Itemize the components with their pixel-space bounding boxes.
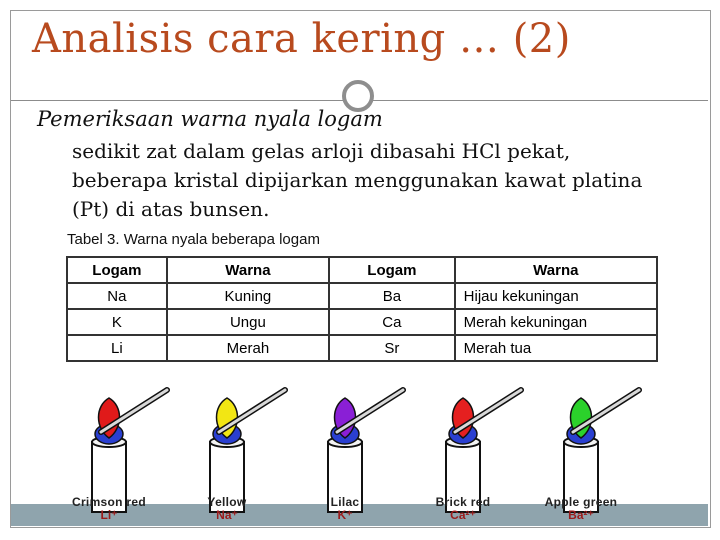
table-header: Warna bbox=[167, 257, 329, 283]
flame-burner bbox=[545, 390, 639, 522]
ion-label: Na⁺ bbox=[216, 508, 238, 522]
table-cell: Kuning bbox=[167, 283, 329, 309]
table-cell: Ba bbox=[329, 283, 455, 309]
table-row bbox=[67, 283, 657, 309]
table-cell: Merah kekuningan bbox=[455, 309, 657, 335]
section-heading: Pemeriksaan warna nyala logam bbox=[37, 107, 383, 131]
table-row bbox=[67, 309, 657, 335]
body-text bbox=[72, 137, 682, 224]
flame-burner bbox=[72, 390, 167, 522]
table-header: Logam bbox=[67, 257, 167, 283]
body-line: sedikit zat dalam gelas arloji dibasahi HCl pekat, bbox=[72, 139, 571, 163]
body-line: (Pt) di atas bunsen. bbox=[72, 197, 270, 221]
flame-color-label: Yellow bbox=[207, 495, 247, 509]
table-cell: Sr bbox=[329, 335, 455, 361]
table-cell: Hijau kekuningan bbox=[455, 283, 657, 309]
flame-burner bbox=[328, 390, 403, 522]
body-line: beberapa kristal dipijarkan menggunakan kawat platina bbox=[72, 168, 643, 192]
table-cell: Na bbox=[67, 283, 167, 309]
table-row bbox=[67, 335, 657, 361]
table-cell: Ca bbox=[329, 309, 455, 335]
flame-color-label: Apple green bbox=[544, 495, 618, 509]
table-cell: Merah bbox=[167, 335, 329, 361]
flame-test-illustration bbox=[53, 380, 661, 522]
table-header: Logam bbox=[329, 257, 455, 283]
table-cell: Merah tua bbox=[455, 335, 657, 361]
flame-color-table bbox=[66, 256, 658, 362]
flame-color-label: Crimson red bbox=[72, 495, 146, 509]
table-header: Warna bbox=[455, 257, 657, 283]
ion-label: Ca²⁺ bbox=[450, 508, 476, 522]
ion-label: K⁺ bbox=[337, 508, 353, 522]
flame-color-label: Brick red bbox=[435, 495, 491, 509]
table-cell: Li bbox=[67, 335, 167, 361]
flame-burner bbox=[207, 390, 285, 522]
table-caption: Tabel 3. Warna nyala beberapa logam bbox=[67, 231, 320, 248]
slide-title: Analisis cara kering … (2) bbox=[32, 16, 571, 62]
ion-label: Ba²⁺ bbox=[568, 508, 594, 522]
ion-label: Li⁺ bbox=[100, 508, 118, 522]
table-header-row bbox=[67, 257, 657, 283]
table-cell: K bbox=[67, 309, 167, 335]
flame-color-label: Lilac bbox=[330, 495, 360, 509]
flame-burner bbox=[436, 390, 521, 522]
table-cell: Ungu bbox=[167, 309, 329, 335]
